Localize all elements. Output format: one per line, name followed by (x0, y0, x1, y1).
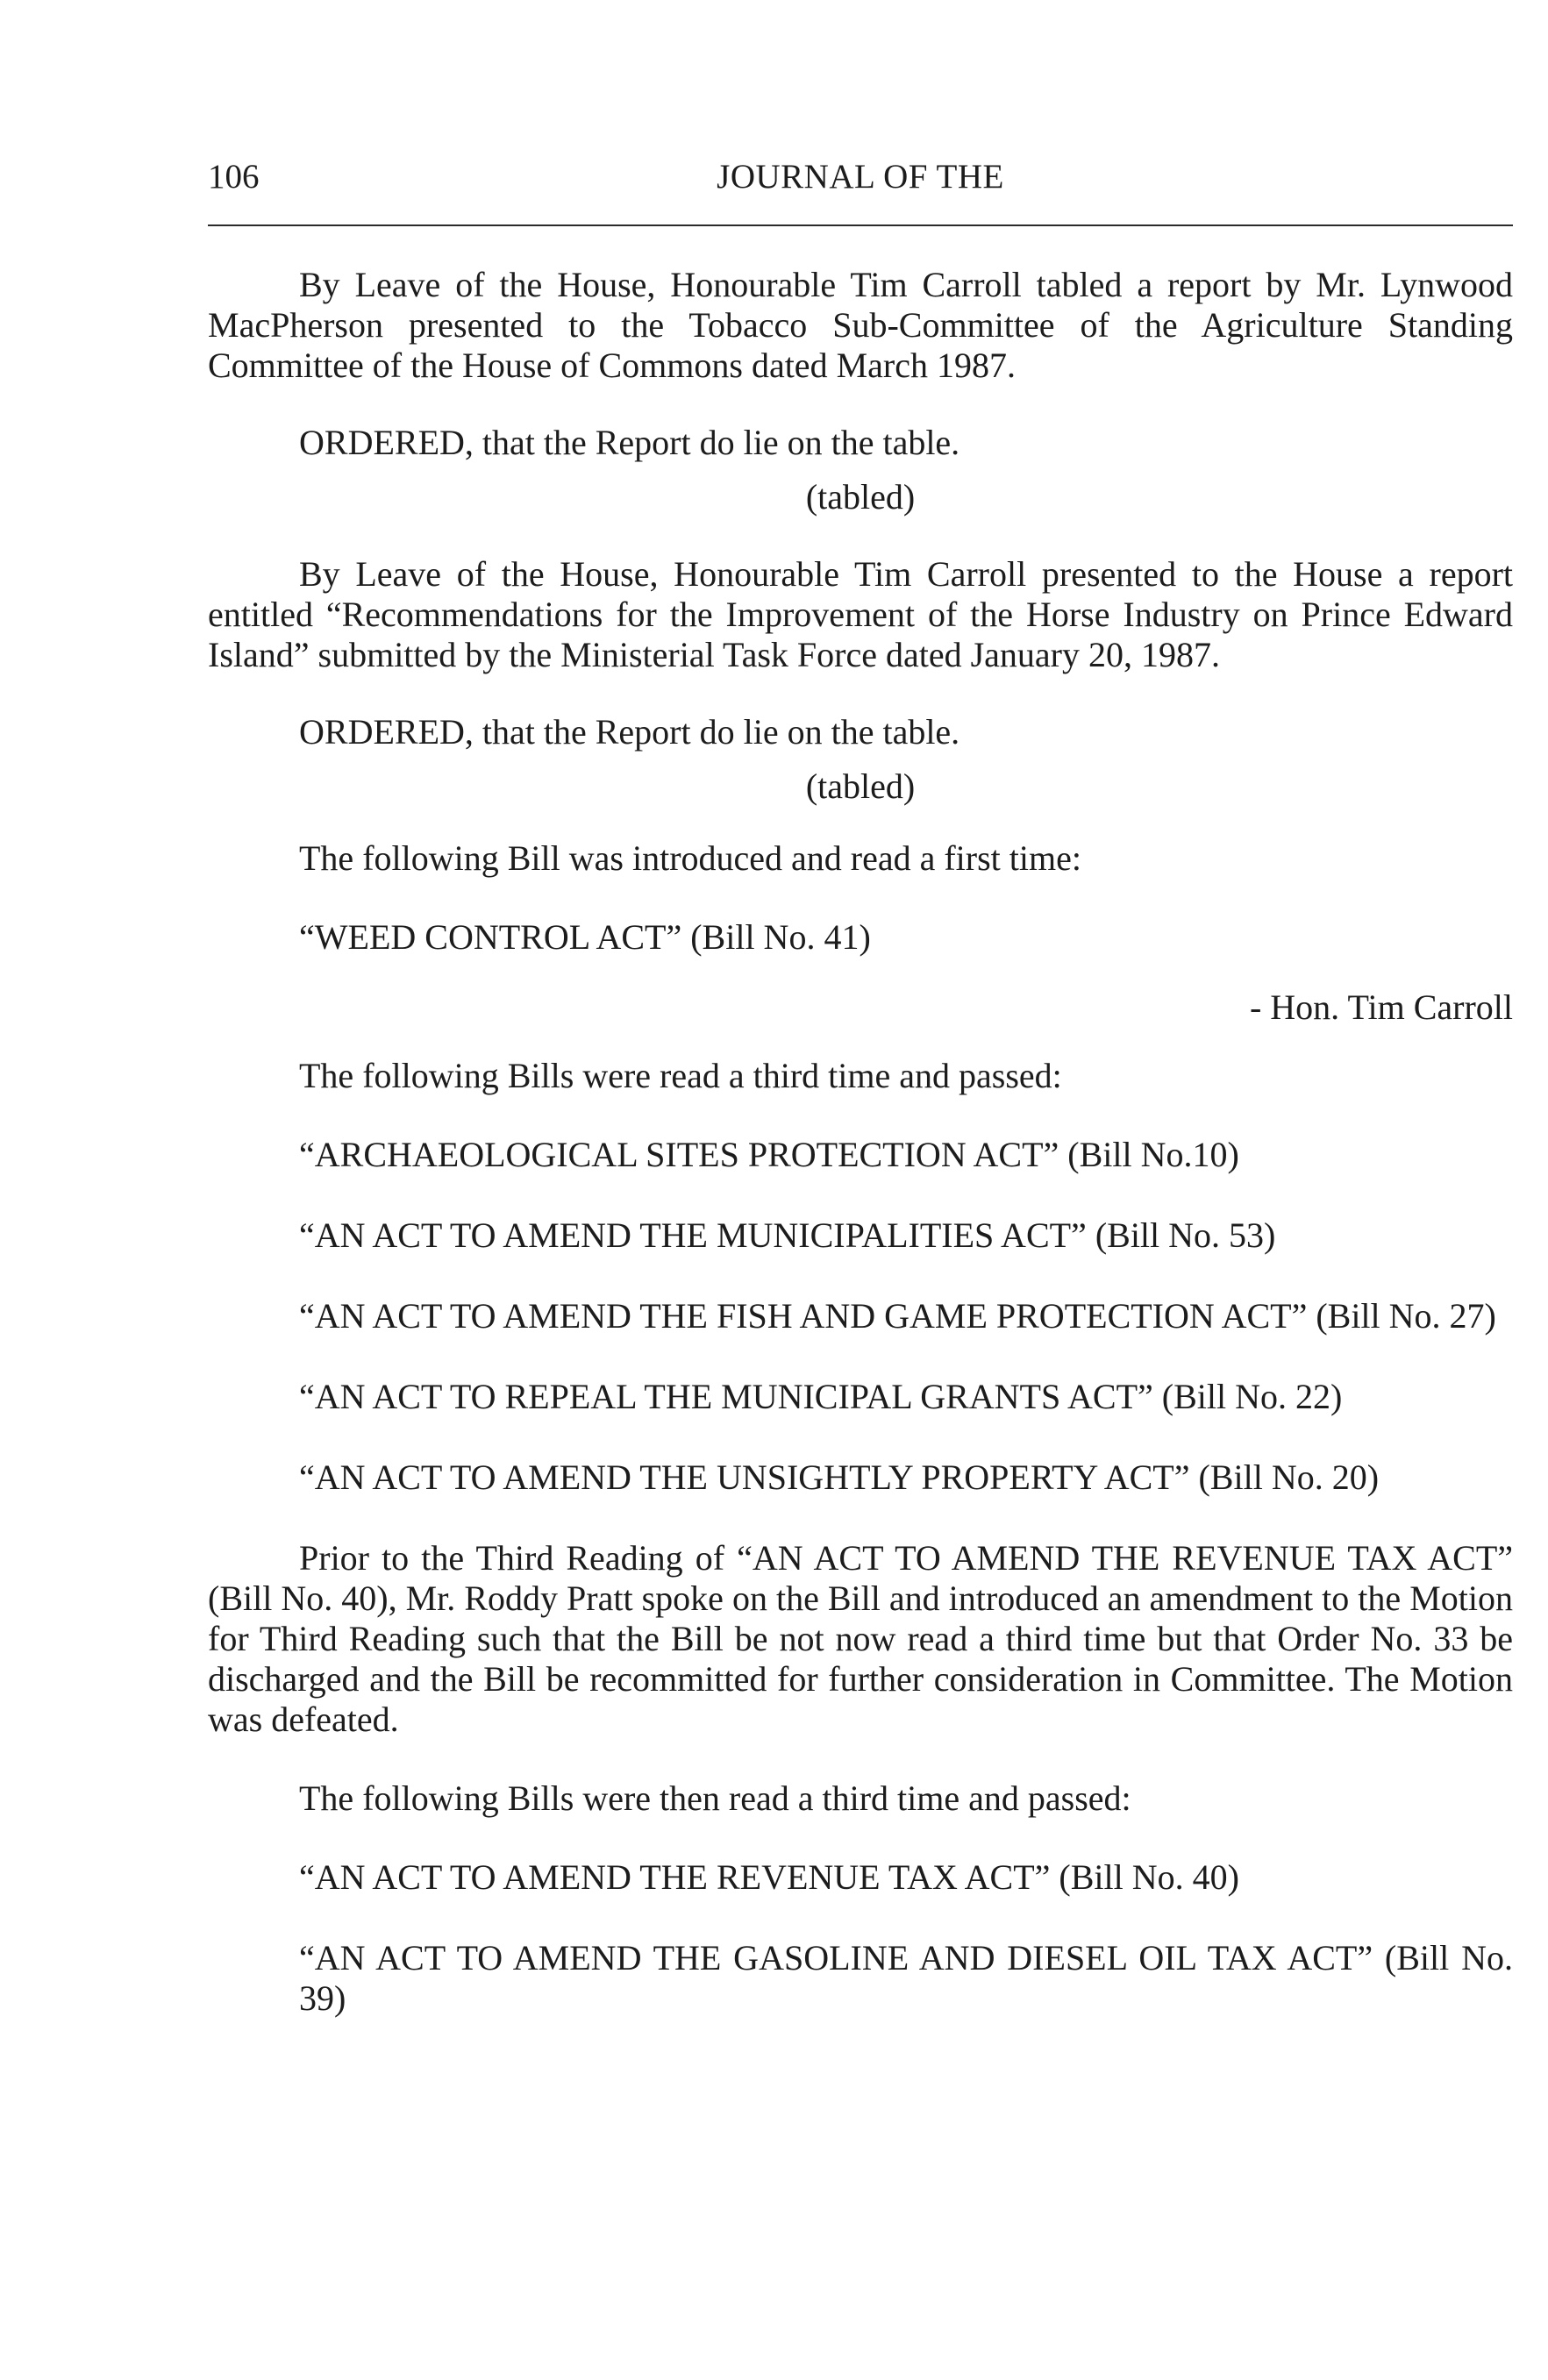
page-number: 106 (208, 158, 260, 196)
tabled-note: (tabled) (805, 766, 916, 806)
paragraph-revenue-amendment: Prior to the Third Reading of “AN ACT TO AMEND THE REVENUE TAX ACT” (Bill No. 40), Mr. Roddy Pratt spoke on the Bill and introduced an amendment to the Motion for Third Reading such that the Bill be not now read a third time but that Order No. 33 be discharged and the Bill be recommitted for further consideration in Committee. The Motion was defeated. (208, 1538, 1513, 1739)
bill-title: “AN ACT TO REPEAL THE MUNICIPAL GRANTS ACT” (Bill No. 22) (299, 1377, 1343, 1416)
first-reading-intro: The following Bill was introduced and read a first time: (299, 838, 1081, 878)
paragraph-tobacco-report: By Leave of the House, Honourable Tim Carroll tabled a report by Mr. Lynwood MacPherson presented to the Tobacco Sub-Committee of the Agriculture Standing Committee of the House of Commons dated March 1987. (208, 265, 1513, 385)
ordered-line: ORDERED, that the Report do lie on the table. (299, 423, 960, 462)
bill-title: “AN ACT TO AMEND THE REVENUE TAX ACT” (Bill No. 40) (299, 1857, 1239, 1897)
ordered-line: ORDERED, that the Report do lie on the table. (299, 712, 960, 752)
bill-sponsor: - Hon. Tim Carroll (1249, 987, 1513, 1027)
page-header (208, 151, 1513, 203)
header-rule (208, 224, 1513, 226)
running-head: JOURNAL OF THE (717, 158, 1004, 196)
bill-title: “AN ACT TO AMEND THE GASOLINE AND DIESEL OIL TAX ACT” (Bill No. 39) (299, 1938, 1513, 2018)
paragraph-horse-report: By Leave of the House, Honourable Tim Carroll presented to the House a report entitled “Recommendations for the Improvement of the Horse Industry on Prince Edward Island” submitted by the Ministerial Task Force dated January 20, 1987. (208, 554, 1513, 674)
tabled-note: (tabled) (805, 477, 916, 517)
journal-body (208, 265, 1513, 2019)
bill-title: “AN ACT TO AMEND THE FISH AND GAME PROTECTION ACT” (Bill No. 27) (299, 1296, 1496, 1336)
bill-title: “AN ACT TO AMEND THE UNSIGHTLY PROPERTY ACT” (Bill No. 20) (299, 1457, 1380, 1497)
bill-title: “WEED CONTROL ACT” (Bill No. 41) (299, 917, 871, 957)
bill-title: “AN ACT TO AMEND THE MUNICIPALITIES ACT” (Bill No. 53) (299, 1215, 1276, 1255)
third-reading-intro: The following Bills were read a third time and passed: (299, 1056, 1062, 1095)
then-third-reading-intro: The following Bills were then read a third time and passed: (299, 1778, 1131, 1818)
bill-title: “ARCHAEOLOGICAL SITES PROTECTION ACT” (Bill No.10) (299, 1135, 1239, 1174)
